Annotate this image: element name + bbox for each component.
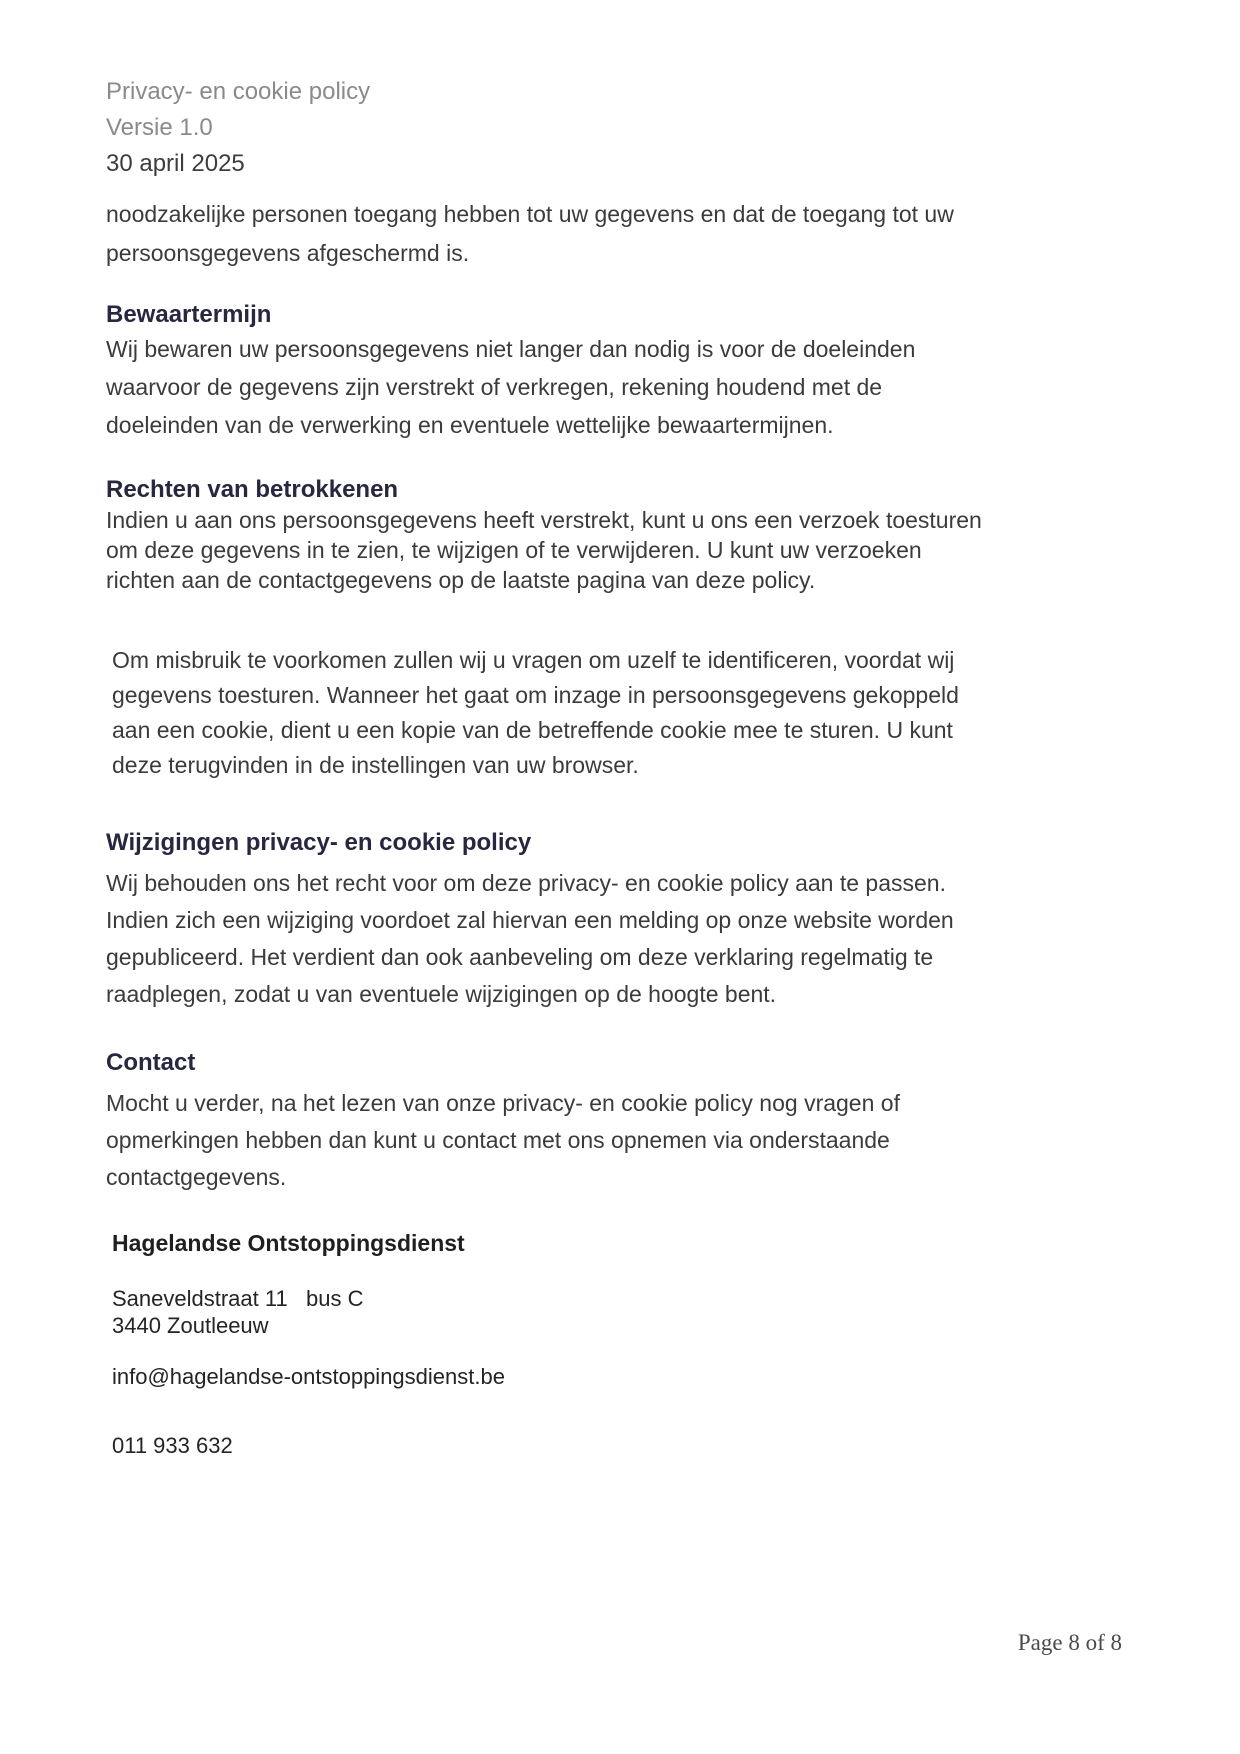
section-paragraph-misbruik <box>106 643 1130 783</box>
section-heading-bewaartermijn: Bewaartermijn <box>106 301 272 328</box>
paragraph-line: raadplegen, zodat u van eventuele wijzigingen op de hoogte bent. <box>106 981 777 1007</box>
paragraph-line: contactgegevens. <box>106 1164 287 1190</box>
section-heading-rechten: Rechten van betrokkenen <box>106 476 399 503</box>
page-title: Privacy- en cookie policy <box>106 78 371 105</box>
paragraph-line: Indien zich een wijziging voordoet zal hiervan een melding op onze website worden <box>106 907 954 933</box>
doc-header <box>106 74 1130 182</box>
email-address: info@hagelandse-ontstoppingsdienst.be <box>112 1364 505 1389</box>
section-paragraph-contact <box>106 1085 1130 1196</box>
paragraph-line: gepubliceerd. Het verdient dan ook aanbeveling om deze verklaring regelmatig te <box>106 944 934 970</box>
intro-paragraph <box>106 195 1130 273</box>
paragraph-line: om deze gegevens in te zien, te wijzigen of te verwijderen. U kunt uw verzoeken <box>106 537 922 563</box>
phone-number: 011 933 632 <box>112 1433 233 1458</box>
section-heading-contact: Contact <box>106 1049 196 1076</box>
section-paragraph-bewaartermijn <box>106 330 1130 444</box>
paragraph-line: Om misbruik te voorkomen zullen wij u vragen om uzelf te identificeren, voordat wij <box>112 647 955 673</box>
address-city: 3440 Zoutleeuw <box>112 1313 269 1338</box>
section-paragraph-rechten <box>106 505 1130 595</box>
paragraph-line: aan een cookie, dient u een kopie van de betreffende cookie mee te sturen. U kunt <box>112 717 953 743</box>
paragraph-line: deze terugvinden in de instellingen van uw browser. <box>112 752 639 778</box>
paragraph-line: Wij bewaren uw persoonsgegevens niet langer dan nodig is voor de doeleinden <box>106 336 916 362</box>
section-heading-wijzigingen: Wijzigingen privacy- en cookie policy <box>106 829 532 856</box>
address-block <box>106 1285 1130 1339</box>
date-label: 30 april 2025 <box>106 150 245 177</box>
version-label: Versie 1.0 <box>106 114 213 141</box>
paragraph-line: Indien u aan ons persoonsgegevens heeft verstrekt, kunt u ons een verzoek toesturen <box>106 507 982 533</box>
paragraph-line: waarvoor de gegevens zijn verstrekt of verkregen, rekening houdend met de <box>106 374 883 400</box>
paragraph-line: noodzakelijke personen toegang hebben tot uw gegevens en dat de toegang tot uw <box>106 201 954 227</box>
company-name: Hagelandse Ontstoppingsdienst <box>112 1230 465 1256</box>
address-street: Saneveldstraat 11 bus C <box>112 1286 364 1311</box>
paragraph-line: opmerkingen hebben dan kunt u contact met ons opnemen via onderstaande <box>106 1127 890 1153</box>
paragraph-line: persoonsgegevens afgeschermd is. <box>106 240 470 266</box>
page-number-label: Page 8 of 8 <box>1017 1630 1122 1655</box>
paragraph-line: richten aan de contactgegevens op de laatste pagina van deze policy. <box>106 567 816 593</box>
paragraph-line: gegevens toesturen. Wanneer het gaat om inzage in persoonsgegevens gekoppeld <box>112 682 959 708</box>
section-paragraph-wijzigingen <box>106 865 1130 1013</box>
paragraph-line: Wij behouden ons het recht voor om deze privacy- en cookie policy aan te passen. <box>106 870 946 896</box>
paragraph-line: Mocht u verder, na het lezen van onze privacy- en cookie policy nog vragen of <box>106 1090 900 1116</box>
paragraph-line: doeleinden van de verwerking en eventuele wettelijke bewaartermijnen. <box>106 412 834 438</box>
